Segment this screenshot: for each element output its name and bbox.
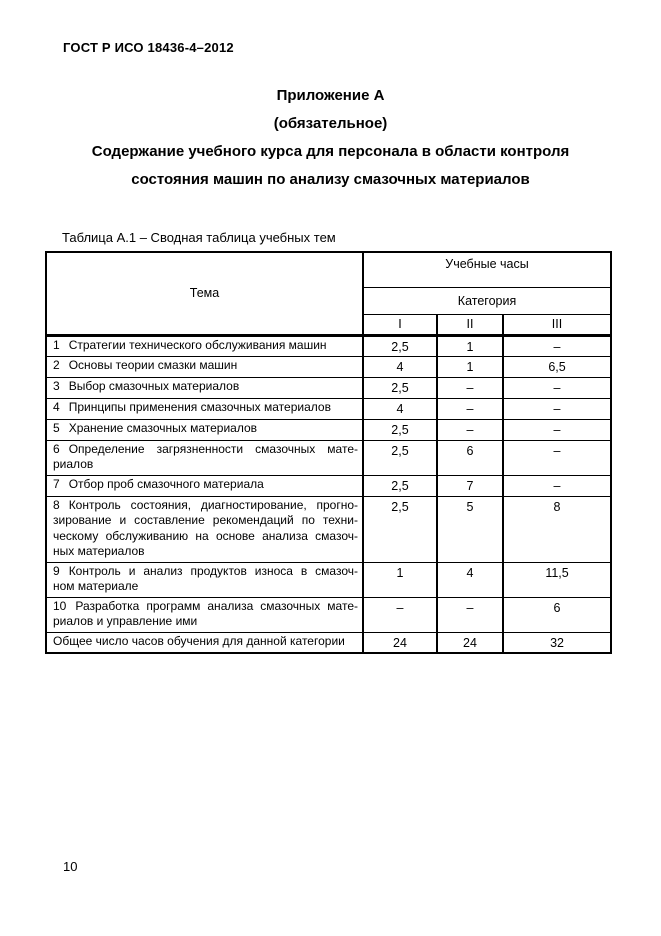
hours-cell-1: 4 [363, 398, 437, 419]
topic-line: 9 Контроль и анализ продуктов износа в смазоч- [53, 563, 358, 578]
topic-line: 3 Выбор смазочных материалов [53, 379, 240, 394]
topic-cell [46, 419, 363, 440]
header-topic: Тема [46, 252, 363, 335]
header-category-1: I [363, 314, 437, 335]
topic-number: 3 [53, 379, 60, 394]
hours-cell-1: 4 [363, 356, 437, 377]
topic-number: 6 [53, 441, 60, 456]
topic-cell [46, 496, 363, 562]
topic-line: 4 Принципы применения смазочных материалов [53, 400, 331, 415]
hours-cell-3: 6 [503, 597, 611, 632]
topic-cell [46, 398, 363, 419]
topic-line: ческому обслуживанию на основе анализа смазоч- [53, 528, 358, 543]
table-caption: Таблица А.1 – Сводная таблица учебных тем [62, 230, 336, 245]
topic-line: 6 Определение загрязненности смазочных мате- [53, 441, 358, 456]
topic-line: 7 Отбор проб смазочного материала [53, 477, 264, 492]
hours-cell-1: 1 [363, 562, 437, 597]
hours-cell-1: 24 [363, 632, 437, 653]
document-code: ГОСТ Р ИСО 18436-4–2012 [63, 40, 234, 55]
course-title-line-1: Содержание учебного курса для персонала в области контроля [91, 143, 570, 160]
table-row [46, 632, 611, 653]
topic-line: риалов и управление ими [53, 614, 198, 628]
hours-cell-2: 6 [437, 440, 503, 475]
hours-cell-1: 2,5 [363, 496, 437, 562]
hours-cell-3: 32 [503, 632, 611, 653]
hours-cell-3: – [503, 398, 611, 419]
topic-cell [46, 377, 363, 398]
topic-line: ном материале [53, 579, 139, 593]
table-row [46, 597, 611, 632]
topic-line: 1 Стратегии технического обслуживания машин [53, 337, 327, 352]
course-title-line-2: состояния машин по анализу смазочных материалов [131, 171, 530, 188]
topic-number: 1 [53, 337, 60, 352]
topic-cell [46, 475, 363, 496]
topic-line: 2 Основы теории смазки машин [53, 358, 238, 373]
topic-line: риалов [53, 457, 94, 471]
topic-number: 9 [53, 563, 60, 578]
hours-cell-3: 6,5 [503, 356, 611, 377]
hours-cell-2: – [437, 398, 503, 419]
topic-number: 10 [53, 598, 67, 613]
topic-line: Общее число часов обучения для данной категории [53, 634, 345, 648]
appendix-type: (обязательное) [273, 115, 388, 132]
hours-cell-3: – [503, 419, 611, 440]
topic-line: зирование и составление рекомендаций по техни- [53, 513, 358, 527]
topic-number: 5 [53, 421, 60, 436]
hours-cell-1: 2,5 [363, 335, 437, 356]
header-category-group: Категория [363, 287, 611, 314]
header-category-2: II [437, 314, 503, 335]
hours-cell-1: 2,5 [363, 419, 437, 440]
table-row [46, 562, 611, 597]
hours-cell-2: – [437, 419, 503, 440]
hours-cell-3: 8 [503, 496, 611, 562]
table-row [46, 419, 611, 440]
topic-number: 8 [53, 497, 60, 512]
table-body [46, 335, 611, 653]
appendix-label: Приложение А [276, 87, 385, 104]
table-row [46, 496, 611, 562]
hours-cell-1: 2,5 [363, 440, 437, 475]
hours-cell-2: 1 [437, 356, 503, 377]
hours-cell-1: 2,5 [363, 377, 437, 398]
hours-cell-2: 7 [437, 475, 503, 496]
topic-number: 2 [53, 358, 60, 373]
topic-cell [46, 356, 363, 377]
hours-cell-3: 11,5 [503, 562, 611, 597]
header-category-3: III [503, 314, 611, 335]
hours-cell-1: – [363, 597, 437, 632]
topic-line: 10 Разработка программ анализа смазочных мате- [53, 598, 358, 613]
table-row [46, 440, 611, 475]
hours-cell-1: 2,5 [363, 475, 437, 496]
title-block [0, 82, 661, 194]
topic-cell [46, 335, 363, 356]
hours-cell-2: 5 [437, 496, 503, 562]
summary-table [45, 251, 612, 654]
hours-cell-2: – [437, 377, 503, 398]
topic-line: 5 Хранение смазочных материалов [53, 421, 258, 436]
hours-cell-2: 1 [437, 335, 503, 356]
hours-cell-2: 4 [437, 562, 503, 597]
topic-number: 7 [53, 477, 60, 492]
table-row [46, 398, 611, 419]
table-row [46, 335, 611, 356]
topic-number: 4 [53, 400, 60, 415]
hours-cell-3: – [503, 440, 611, 475]
topic-cell [46, 440, 363, 475]
hours-cell-2: 24 [437, 632, 503, 653]
hours-cell-3: – [503, 335, 611, 356]
hours-cell-3: – [503, 377, 611, 398]
hours-cell-2: – [437, 597, 503, 632]
table-row [46, 377, 611, 398]
topic-line: 8 Контроль состояния, диагностирование, прогно- [53, 497, 358, 512]
page-number: 10 [63, 859, 78, 874]
table-row [46, 356, 611, 377]
topic-cell [46, 632, 363, 653]
topic-cell [46, 597, 363, 632]
hours-cell-3: – [503, 475, 611, 496]
table-header [46, 252, 611, 335]
header-hours-group: Учебные часы [363, 252, 611, 287]
topic-line: ных материалов [53, 544, 145, 558]
topic-cell [46, 562, 363, 597]
table-row [46, 475, 611, 496]
